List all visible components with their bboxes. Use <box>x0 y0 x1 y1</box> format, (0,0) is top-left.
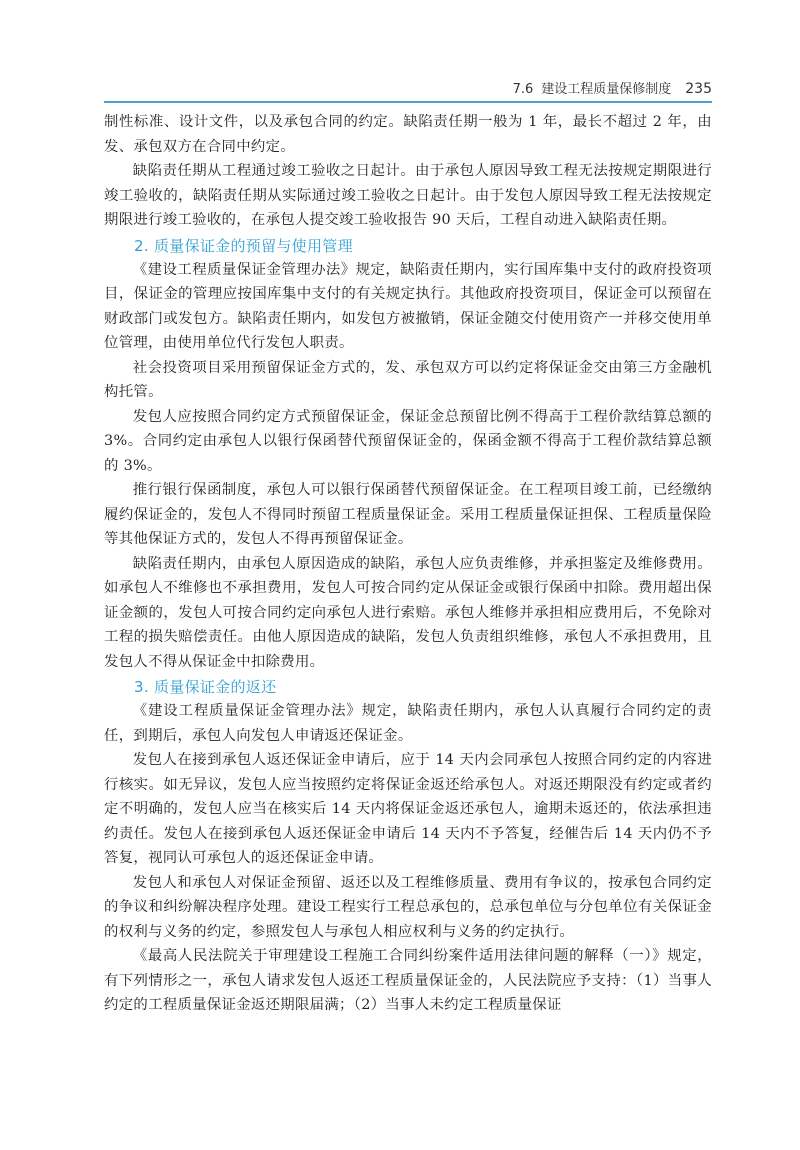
paragraph: 推行银行保函制度，承包人可以银行保函替代预留保证金。在工程项目竣工前，已经缴纳履约保证金的，发包人不得同时预留工程质量保证金。采用工程质量保证担保、工程质量保险等其他保证方式的，发包人不得再预留保证金。 <box>104 482 712 547</box>
page-content <box>104 110 712 1018</box>
paragraph: 缺陷责任期内，由承包人原因造成的缺陷，承包人应负责维修，并承担鉴定及维修费用。如承包人不维修也不承担费用，发包人可按合同约定从保证金或银行保函中扣除。费用超出保证金额的，发包人可按合同约定向承包人进行索赔。承包人维修并承担相应费用后，不免除对工程的损失赔偿责任。由他人原因造成的缺陷，发包人负责组织维修，承包人不承担费用，且发包人不得从保证金中扣除费用。 <box>104 555 712 670</box>
section-heading: 3. 质量保证金的返还 <box>134 678 277 696</box>
section-heading: 2. 质量保证金的预留与使用管理 <box>134 236 353 255</box>
section-title: 建设工程质量保修制度 <box>541 82 672 97</box>
paragraph: 发包人应按照合同约定方式预留保证金，保证金总预留比例不得高于工程价款结算总额的 3%。合同约定由承包人以银行保函替代预留保证金的，保函金额不得高于工程价款结算总额的 3%。 <box>104 408 712 474</box>
paragraph: 发包人和承包人对保证金预留、返还以及工程维修质量、费用有争议的，按承包合同约定的争议和纠纷解决程序处理。建设工程实行工程总承包的，总承包单位与分包单位有关保证金的权利与义务的约定，参照发包人与承包人相应权利与义务的约定执行。 <box>104 874 712 940</box>
paragraph: 《最高人民法院关于审理建设工程施工合同纠纷案件适用法律问题的解释（一）》规定，有下列情形之一，承包人请求发包人返还工程质量保证金的，人民法院应予支持：（1）当事人约定的工程质量保证金返还期限届满；（2）当事人未约定工程质量保证 <box>104 948 712 1013</box>
paragraph: 《建设工程质量保证金管理办法》规定，缺陷责任期内，承包人认真履行合同约定的责任，到期后，承包人向发包人申请返还保证金。 <box>104 703 712 744</box>
header-rule <box>104 101 712 103</box>
paragraph: 《建设工程质量保证金管理办法》规定，缺陷责任期内，实行国库集中支付的政府投资项目，保证金的管理应按国库集中支付的有关规定执行。其他政府投资项目，保证金可以预留在财政部门或发包方。缺陷责任期内，如发包方被撤销，保证金随交付使用资产一并移交使用单位管理，由使用单位代行发包人职责。 <box>104 261 712 351</box>
paragraph: 发包人在接到承包人返还保证金申请后，应于 14 天内会同承包人按照合同约定的内容进行核实。如无异议，发包人应当按照约定将保证金返还给承包人。对返还期限没有约定或者约定不明确的，发包人应当在核实后 14 天内将保证金返还承包人，逾期未返还的，依法承担违约责任。发包人在接到承包人返还保证金申请后 14 天内不予答复，经催告后 14 天内仍不予答复，视同认可承包人的返还保证金申请。 <box>104 752 712 866</box>
paragraph: 缺陷责任期从工程通过竣工验收之日起计。由于承包人原因导致工程无法按规定期限进行竣工验收的，缺陷责任期从实际通过竣工验收之日起计。由于发包人原因导致工程无法按规定期限进行竣工验收的，在承包人提交竣工验收报告 90 天后，工程自动进入缺陷责任期。 <box>104 163 712 228</box>
page-number: 235 <box>685 81 712 97</box>
section-number: 7.6 <box>512 82 534 97</box>
paragraph: 制性标准、设计文件，以及承包合同的约定。缺陷责任期一般为 1 年，最长不超过 2 年，由发、承包双方在合同中约定。 <box>104 114 712 155</box>
running-header <box>104 78 712 98</box>
paragraph: 社会投资项目采用预留保证金方式的，发、承包双方可以约定将保证金交由第三方金融机构托管。 <box>104 359 712 400</box>
